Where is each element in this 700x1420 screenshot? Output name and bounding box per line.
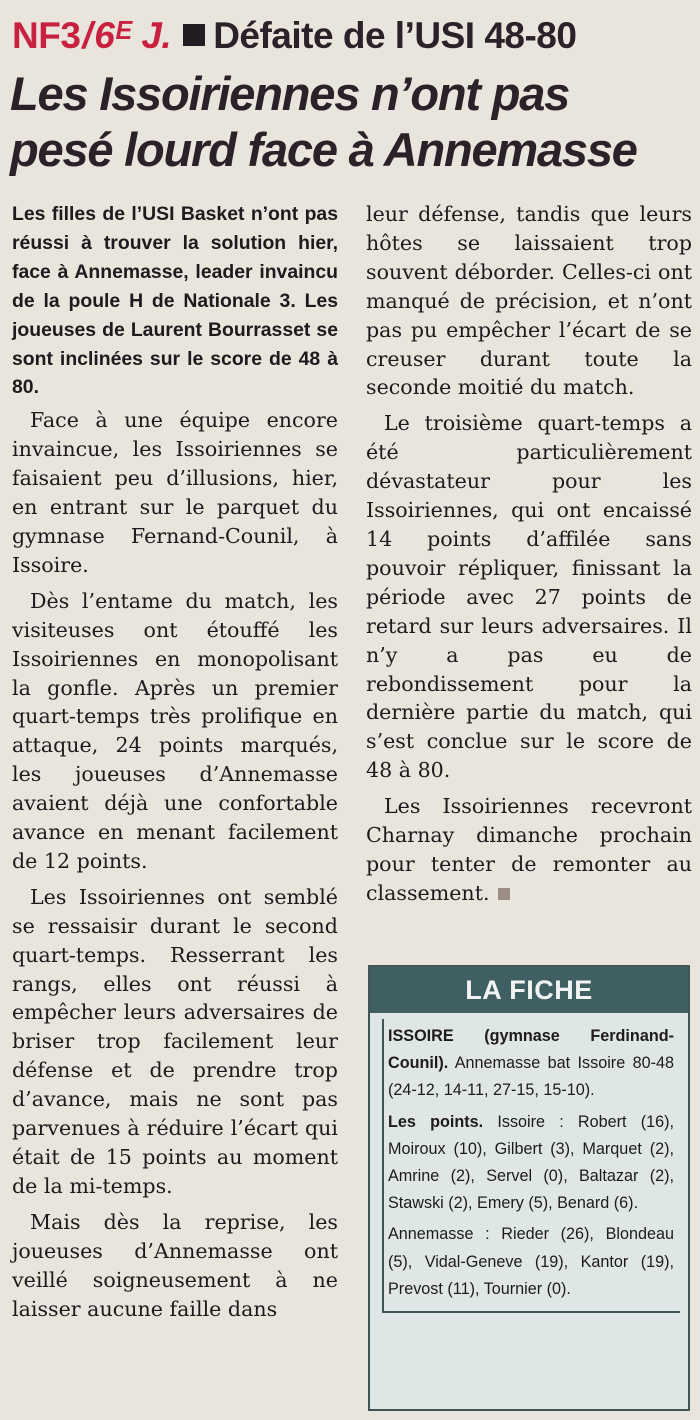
match-score: Annemasse bat Issoire 80-48 (24-12, 14-11, 27-15, 15-10). xyxy=(388,1054,674,1100)
match-sheet-title: LA FICHE xyxy=(370,967,688,1013)
article-paragraph-6-text: Les Issoiriennes recevront Charnay dimanche prochain pour tenter de remonter au classement. xyxy=(366,794,692,905)
match-sheet-result xyxy=(388,1023,674,1105)
article-paragraph-4-end: leur défense, tandis que leurs hôtes se laissaient trop souvent déborder. Celles-ci ont manqué de précision, et n’ont pas pu empêcher l’écart de se creuser durant toute la seconde moitié du match. xyxy=(366,202,692,400)
issoire-scorers: Issoire : Robert (16), Moiroux (10), Gilbert (3), Marquet (2), Amrine (2), Servel (0), Baltazar (2), Stawski (2), Emery (5), Benard (6). xyxy=(388,1112,674,1213)
article-kicker xyxy=(12,12,692,60)
kicker-separator: / xyxy=(82,15,93,56)
article-headline xyxy=(10,66,695,178)
points-label: Les points. xyxy=(388,1112,484,1131)
headline-line-2: pesé lourd face à Annemasse xyxy=(10,123,637,176)
article-column-right xyxy=(366,200,692,915)
article-paragraph-3: Les Issoiriennes ont semblé se ressaisir durant le second quart-temps. Resserrant les rangs, elles ont réussi à empêcher leurs adversaires de briser trop facilement leur défense et de prendre trop d’avance, mais ne sont pas parvenues à réduire l’écart qui était de 15 points au moment de la mi-temps. xyxy=(12,884,338,1198)
article-paragraph-1: Face à une équipe encore invaincue, les Issoiriennes se faisaient peu d’illusions, hier, en entrant sur le parquet du gymnase Fernand-Counil, à Issoire. xyxy=(12,408,338,577)
article-column-left xyxy=(12,200,338,1330)
square-bullet-icon xyxy=(183,24,205,46)
annemasse-scorers: Annemasse : Rieder (26), Blondeau (5), Vidal-Geneve (19), Kantor (19), Prevost (11), Tournier (0). xyxy=(388,1225,674,1298)
end-of-article-icon xyxy=(498,888,510,900)
match-sheet-body xyxy=(382,1019,680,1313)
match-sheet-box xyxy=(368,965,690,1411)
headline-line-1: Les Issoiriennes n’ont pas xyxy=(10,67,570,120)
league-label: NF3 xyxy=(12,15,81,56)
match-venue: ISSOIRE (gymnase Ferdinand-Counil). xyxy=(388,1027,674,1073)
article-lead: Les filles de l’USI Basket n’ont pas réussi à trouver la solution hier, face à Annemasse, leader invaincu de la poule H de Nationale 3. Les joueuses de Laurent Bourrasset se sont inclinées sur le score de 48 à 80. xyxy=(12,203,338,399)
round-label: 6ᴱ J. xyxy=(94,15,172,56)
article-paragraph-2: Dès l’entame du match, les visiteuses ont étouffé les Issoiriennes en monopolisant la gonfle. Après un premier quart-temps très prolifique en attaque, 24 points marqués, les joueuses d’Annemasse avaient déjà une confortable avance en menant facilement de 12 points. xyxy=(12,588,338,873)
article-paragraph-5: Le troisième quart-temps a été particulièrement dévastateur pour les Issoiriennes, qui ont encaissé 14 points d’affilée sans pouvoir répliquer, finissant la période avec 27 points de retard sur leurs adversaires. Il n’y a pas eu de rebondissement pour la dernière partie du match, qui s’est conclue sur le score de 48 à 80. xyxy=(366,411,692,783)
article-paragraph-6 xyxy=(366,792,692,908)
match-sheet-points-issoire xyxy=(388,1109,674,1218)
article-paragraph-4-start: Mais dès la reprise, les joueuses d’Annemasse ont veillé soigneusement à ne laisser aucune faille dans xyxy=(12,1209,338,1321)
kicker-topic: Défaite de l’USI 48-80 xyxy=(213,15,577,56)
